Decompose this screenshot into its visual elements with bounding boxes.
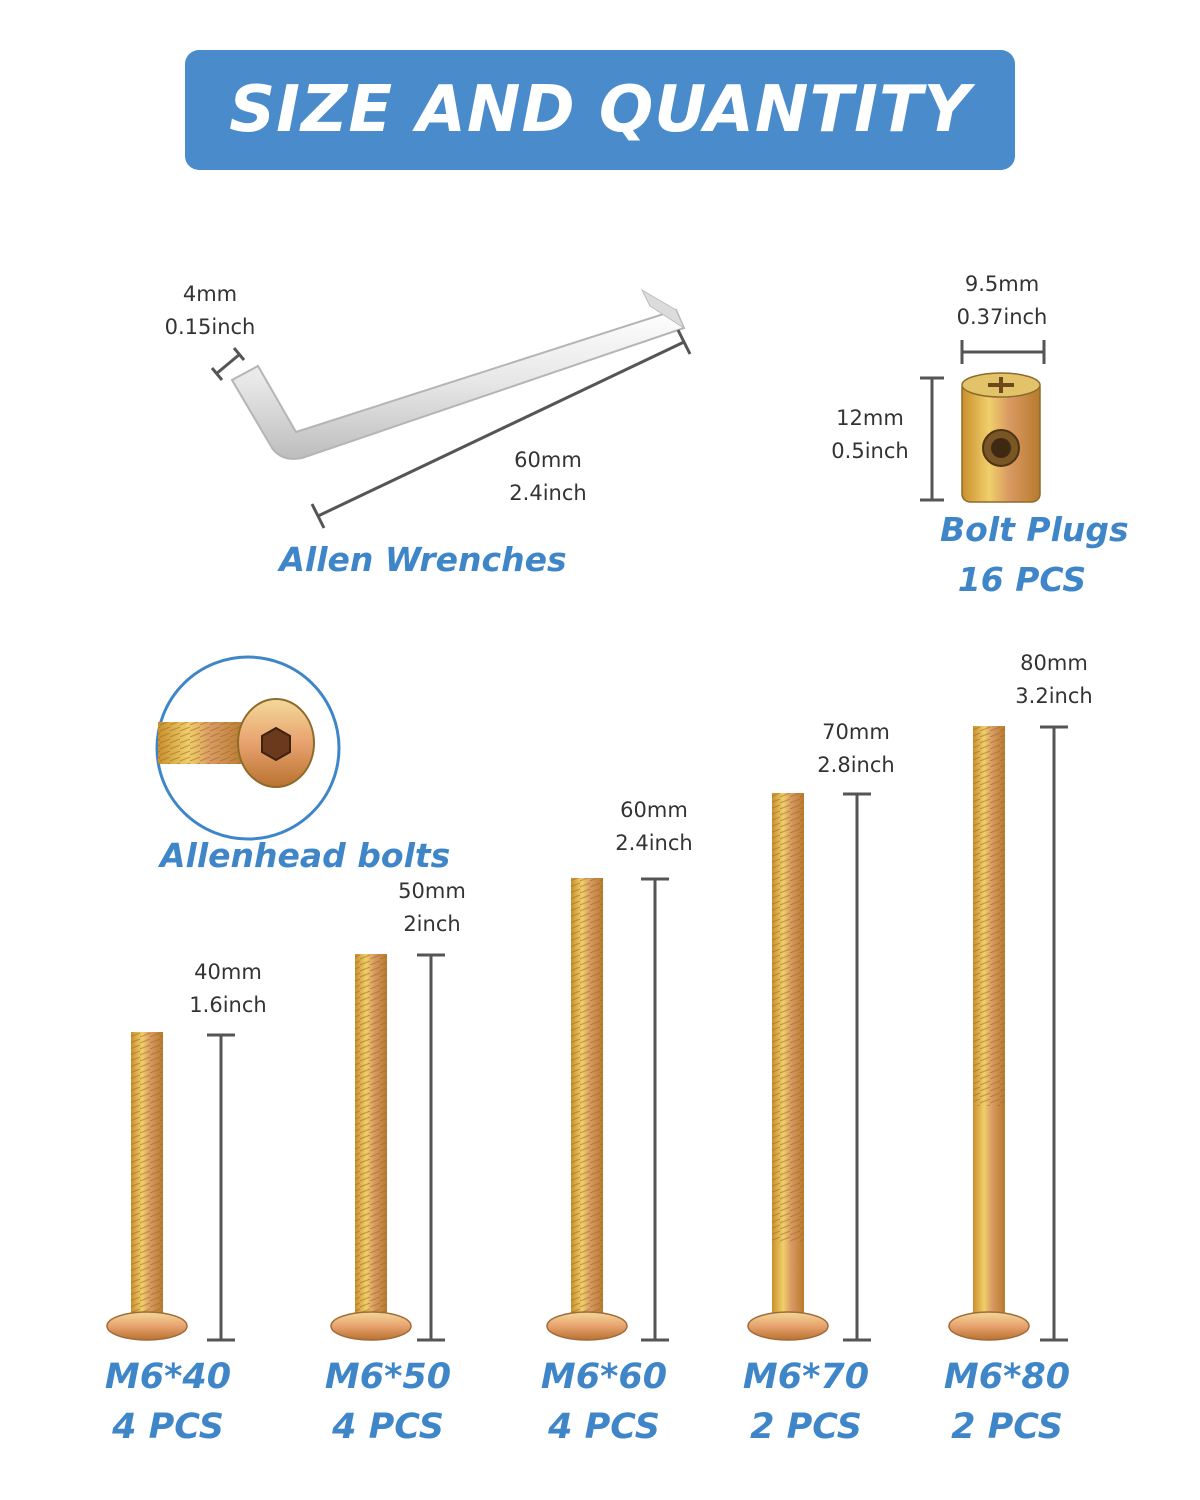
bolt-qty: 4 PCS (112, 1407, 224, 1447)
bolt-m6x80-length-label (1004, 647, 1104, 713)
bolt-m6x50-icon (331, 954, 411, 1340)
bolt-m6x40-icon (107, 1032, 187, 1340)
allenhead-bolt-closeup-icon (157, 657, 339, 839)
bolt-name: M6*70 (742, 1357, 870, 1397)
bolt-length-in: 2inch (403, 912, 461, 936)
bolt-qty: 4 PCS (548, 1407, 660, 1447)
bolt-name: M6*40 (104, 1357, 232, 1397)
bolt-name: M6*50 (324, 1357, 452, 1397)
bolt-m6x40-length-label (178, 956, 278, 1022)
bolt-plugs-qty: 16 PCS (957, 560, 1087, 599)
bolt-length-in: 3.2inch (1015, 684, 1093, 708)
wrench-length-label (498, 444, 598, 510)
bolt-name: M6*60 (540, 1357, 668, 1397)
bolt-length-mm: 40mm (194, 960, 262, 984)
bolt-length-mm: 50mm (398, 879, 466, 903)
bolt-m6x70-caption (732, 1352, 880, 1452)
plug-height-in: 0.5inch (831, 439, 909, 463)
bolt-m6x60-length-label (604, 794, 704, 860)
bolt-plugs-label: Bolt Plugs (940, 510, 1129, 549)
bolt-qty: 4 PCS (332, 1407, 444, 1447)
bolt-name: M6*80 (943, 1357, 1071, 1397)
bolt-length-mm: 60mm (620, 798, 688, 822)
bolt-length-in: 2.8inch (817, 753, 895, 777)
wrench-width-mm: 4mm (182, 282, 238, 306)
bolt-m6x60-caption (530, 1352, 678, 1452)
allen-wrenches-label: Allen Wrenches (279, 540, 567, 579)
bolt-m6x60-icon (547, 878, 627, 1340)
bolt-plug-icon (962, 373, 1040, 502)
bolt-m6x50-length-label (382, 875, 482, 941)
bolt-qty: 2 PCS (951, 1407, 1063, 1447)
plug-width-in: 0.37inch (956, 305, 1048, 329)
plug-height-mm: 12mm (836, 406, 904, 430)
bolt-length-mm: 70mm (822, 720, 890, 744)
wrench-width-label (160, 278, 260, 344)
bolt-m6x80-caption (933, 1352, 1081, 1452)
bolt-m6x70-length-label (806, 716, 906, 782)
wrench-length-in: 2.4inch (509, 481, 587, 505)
plug-height-label (820, 402, 920, 468)
bolt-m6x80-icon (949, 726, 1029, 1340)
bolt-qty: 2 PCS (750, 1407, 862, 1447)
bolt-m6x70-icon (748, 793, 828, 1340)
page-title: SIZE AND QUANTITY (229, 73, 971, 147)
bolt-length-in: 2.4inch (615, 831, 693, 855)
bolt-length-mm: 80mm (1020, 651, 1088, 675)
plug-width-mm: 9.5mm (964, 272, 1040, 296)
bolt-m6x50-caption (314, 1352, 462, 1452)
bolt-length-in: 1.6inch (189, 993, 267, 1017)
wrench-width-in: 0.15inch (164, 315, 256, 339)
allenhead-bolts-label: Allenhead bolts (160, 836, 451, 875)
plug-width-label (952, 268, 1052, 334)
wrench-length-mm: 60mm (514, 448, 582, 472)
bolt-m6x40-caption (94, 1352, 242, 1452)
